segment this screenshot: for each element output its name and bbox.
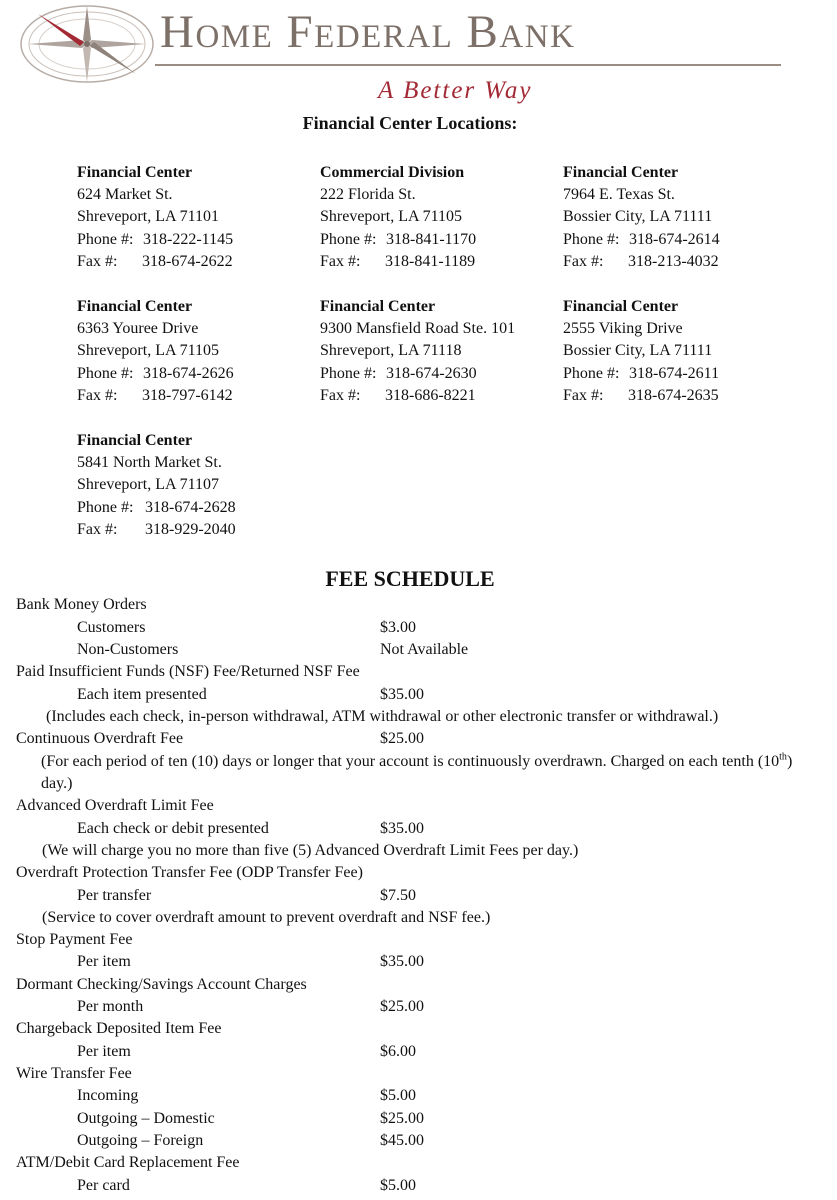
fee-item-value: $35.00 (380, 686, 424, 703)
location-city: Shreveport, LA 71105 (320, 208, 463, 226)
fax-number: 318-674-2622 (142, 252, 233, 270)
location-fax (77, 251, 317, 273)
fax-label: Fax #: (320, 386, 361, 404)
phone-label: Phone #: (77, 364, 134, 382)
note-text: (For each period of ten (10) days or longer that your account is continuously overdrawn. Charged on each tenth (10 (41, 753, 780, 770)
location-card (77, 162, 317, 273)
fee-note: (Includes each check, in-person withdrawal, ATM withdrawal or other electronic transfer or withdrawal.) (46, 708, 719, 725)
fee-heading: Stop Payment Fee (16, 931, 133, 948)
bank-name: Home Federal Bank (160, 6, 576, 58)
fee-item-label: Per item (77, 953, 131, 970)
fee-heading: Wire Transfer Fee (16, 1065, 132, 1082)
location-city: Shreveport, LA 71107 (77, 476, 220, 494)
fax-label: Fax #: (77, 252, 118, 270)
fax-number: 318-686-8221 (385, 386, 476, 404)
location-fax (77, 385, 317, 407)
phone-label: Phone #: (77, 498, 134, 516)
location-fax (77, 519, 317, 541)
fee-item-value: $25.00 (380, 998, 424, 1015)
phone-number: 318-674-2611 (629, 364, 720, 382)
location-phone (77, 497, 317, 519)
fee-heading: Dormant Checking/Savings Account Charges (16, 976, 307, 993)
fee-item-label: Outgoing – Domestic (77, 1110, 215, 1127)
location-card (320, 296, 560, 407)
fee-item-value: $6.00 (380, 1043, 416, 1060)
location-card (563, 296, 803, 407)
location-phone (77, 363, 317, 385)
location-name: Financial Center (77, 298, 193, 315)
phone-label: Phone #: (563, 230, 620, 248)
fee-item-label: Each item presented (77, 686, 207, 703)
phone-number: 318-674-2628 (145, 498, 236, 516)
phone-label: Phone #: (563, 364, 620, 382)
fee-item-label: Per transfer (77, 887, 152, 904)
fee-item-value: $5.00 (380, 1177, 416, 1194)
phone-label: Phone #: (320, 364, 377, 382)
fax-label: Fax #: (563, 252, 604, 270)
location-card (320, 162, 560, 273)
location-card (77, 296, 317, 407)
fee-item-label: Non-Customers (77, 641, 179, 658)
fee-heading: Continuous Overdraft Fee (16, 730, 184, 747)
fax-number: 318-674-2635 (628, 386, 719, 404)
logo-divider (155, 64, 781, 66)
fee-note (41, 751, 821, 795)
location-address: 7964 E. Texas St. (563, 186, 675, 204)
fax-number: 318-841-1189 (385, 252, 476, 270)
location-fax (320, 251, 560, 273)
location-fax (563, 251, 803, 273)
fee-heading: Paid Insufficient Funds (NSF) Fee/Returned NSF Fee (16, 663, 360, 680)
location-name: Commercial Division (320, 164, 465, 181)
location-card (563, 162, 803, 273)
location-address: 9300 Mansfield Road Ste. 101 (320, 320, 516, 338)
location-name: Financial Center (77, 432, 193, 449)
location-address: 6363 Youree Drive (77, 320, 199, 338)
location-name: Financial Center (563, 164, 679, 181)
fee-schedule-title: FEE SCHEDULE (325, 566, 495, 591)
phone-number: 318-674-2614 (629, 230, 720, 248)
location-city: Bossier City, LA 71111 (563, 342, 713, 360)
location-phone (320, 363, 560, 385)
fee-item-value: $5.00 (380, 1087, 416, 1104)
fee-item-label: Per item (77, 1043, 131, 1060)
fee-item-label: Incoming (77, 1087, 139, 1104)
phone-number: 318-841-1170 (386, 230, 477, 248)
location-city: Shreveport, LA 71118 (320, 342, 462, 360)
phone-number: 318-222-1145 (143, 230, 234, 248)
fax-label: Fax #: (563, 386, 604, 404)
fee-item-value: $45.00 (380, 1132, 424, 1149)
fee-item-value: $25.00 (380, 1110, 424, 1127)
location-name: Financial Center (320, 298, 436, 315)
location-phone (320, 229, 560, 251)
fee-heading: Bank Money Orders (16, 596, 147, 613)
location-fax (320, 385, 560, 407)
phone-number: 318-674-2626 (143, 364, 234, 382)
fee-item-value: $25.00 (380, 730, 424, 747)
location-address: 624 Market St. (77, 186, 173, 204)
fee-item-label: Each check or debit presented (77, 820, 269, 837)
fee-heading: Chargeback Deposited Item Fee (16, 1020, 222, 1037)
compass-rose-icon (18, 2, 156, 86)
location-city: Shreveport, LA 71101 (77, 208, 220, 226)
fee-item-value: Not Available (380, 641, 469, 658)
ordinal-suffix: th (779, 751, 787, 763)
fee-item-label: Per card (77, 1177, 130, 1194)
location-address: 222 Florida St. (320, 186, 416, 204)
location-fax (563, 385, 803, 407)
phone-label: Phone #: (320, 230, 377, 248)
fax-number: 318-929-2040 (145, 520, 236, 538)
phone-label: Phone #: (77, 230, 134, 248)
phone-number: 318-674-2630 (386, 364, 477, 382)
fee-heading: Advanced Overdraft Limit Fee (16, 797, 214, 814)
location-address: 5841 North Market St. (77, 454, 222, 472)
location-address: 2555 Viking Drive (563, 320, 683, 338)
fee-item-value: $35.00 (380, 953, 424, 970)
location-card (77, 430, 317, 541)
note-text: ) day.) (41, 753, 793, 793)
fee-heading: ATM/Debit Card Replacement Fee (16, 1154, 240, 1171)
fax-label: Fax #: (77, 520, 118, 538)
fee-item-label: Customers (77, 619, 146, 636)
fax-number: 318-797-6142 (142, 386, 233, 404)
location-phone (563, 363, 803, 385)
tagline: A Better Way (378, 77, 533, 104)
fee-note: (We will charge you no more than five (5) Advanced Overdraft Limit Fees per day.) (42, 842, 579, 859)
location-city: Shreveport, LA 71105 (77, 342, 220, 360)
location-name: Financial Center (77, 164, 193, 181)
fee-item-value: $7.50 (380, 887, 416, 904)
fee-item-value: $3.00 (380, 619, 416, 636)
location-phone (77, 229, 317, 251)
location-city: Bossier City, LA 71111 (563, 208, 713, 226)
location-phone (563, 229, 803, 251)
locations-title: Financial Center Locations: (302, 113, 518, 133)
location-name: Financial Center (563, 298, 679, 315)
fee-note: (Service to cover overdraft amount to prevent overdraft and NSF fee.) (42, 909, 491, 926)
fax-label: Fax #: (77, 386, 118, 404)
fax-number: 318-213-4032 (628, 252, 719, 270)
fee-item-label: Outgoing – Foreign (77, 1132, 204, 1149)
fee-heading: Overdraft Protection Transfer Fee (ODP Transfer Fee) (16, 864, 363, 881)
fee-item-label: Per month (77, 998, 144, 1015)
fax-label: Fax #: (320, 252, 361, 270)
fee-item-value: $35.00 (380, 820, 424, 837)
